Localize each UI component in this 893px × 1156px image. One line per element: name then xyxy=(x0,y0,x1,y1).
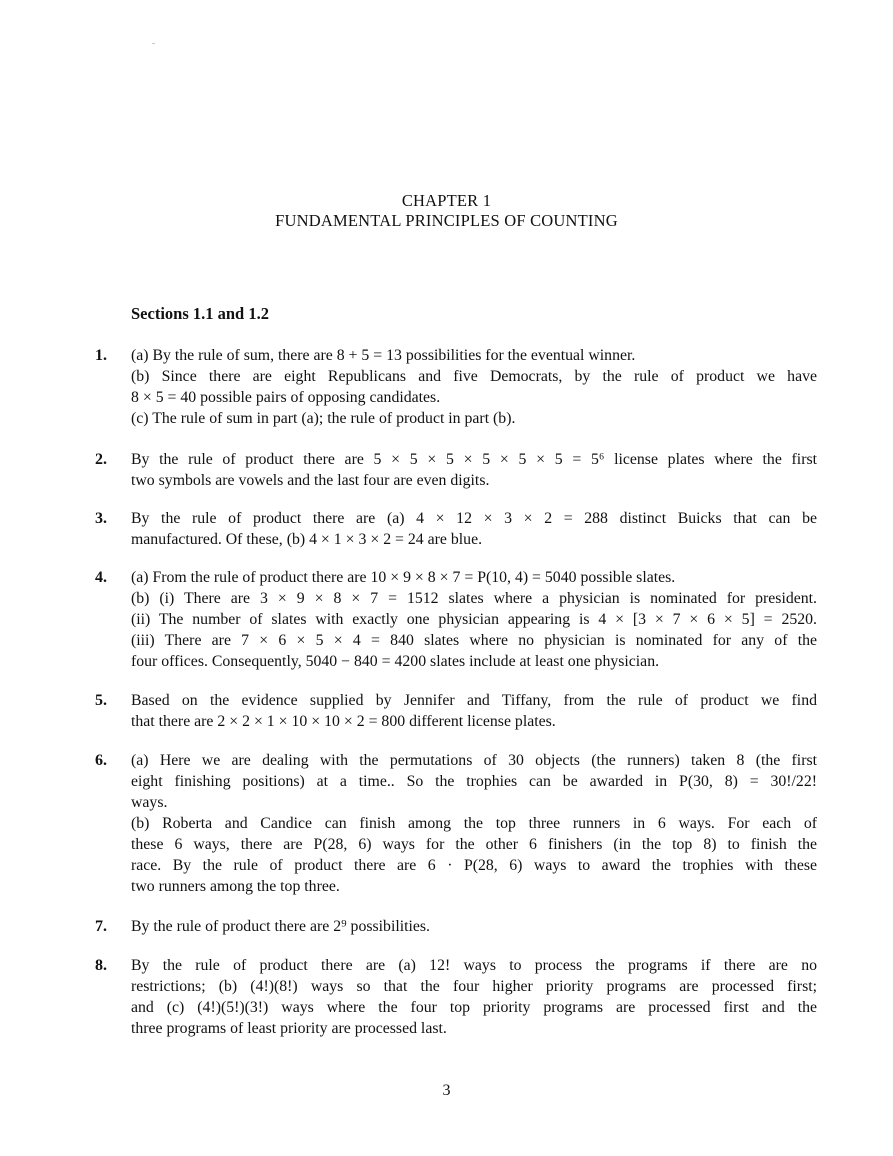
scan-speck xyxy=(152,43,155,44)
problem-line: race. By the rule of product there are 6 · P(28, 6) ways to award the trophies with these xyxy=(131,857,817,874)
problem-line: three programs of least priority are processed last. xyxy=(131,1020,447,1037)
problem-line: (b) Roberta and Candice can finish among the top three runners in 6 ways. For each of xyxy=(131,815,817,832)
problem-line: manufactured. Of these, (b) 4 × 1 × 3 × 2 = 24 are blue. xyxy=(131,531,483,548)
problem-text xyxy=(131,508,817,550)
problem-number: 8. xyxy=(95,957,107,974)
problem-line: ways. xyxy=(131,794,168,811)
problem-line: Based on the evidence supplied by Jennifer and Tiffany, from the rule of product we find xyxy=(131,692,817,709)
problem-line: (b) Since there are eight Republicans and five Democrats, by the rule of product we have xyxy=(131,368,817,385)
problem-number: 7. xyxy=(95,918,107,935)
problem-number: 1. xyxy=(95,347,107,364)
problem-line: that there are 2 × 2 × 1 × 10 × 10 × 2 = 800 different license plates. xyxy=(131,713,556,730)
problem-line: By the rule of product there are (a) 4 × 12 × 3 × 2 = 288 distinct Buicks that can be xyxy=(131,510,817,527)
problem-number: 4. xyxy=(95,569,107,586)
problem-line: and (c) (4!)(5!)(3!) ways where the four top priority programs are processed first and the xyxy=(131,999,817,1016)
chapter-title: FUNDAMENTAL PRINCIPLES OF COUNTING xyxy=(275,211,618,230)
problem-line: By the rule of product there are 2⁹ possibilities. xyxy=(131,918,430,935)
problem-text xyxy=(131,567,817,672)
problem-line: (ii) The number of slates with exactly one physician appearing is 4 × [3 × 7 × 6 × 5] = 2520. xyxy=(131,611,817,628)
problem-number: 5. xyxy=(95,692,107,709)
problem-line: four offices. Consequently, 5040 − 840 = 4200 slates include at least one physician. xyxy=(131,653,660,670)
problem-5 xyxy=(95,690,817,732)
problem-line: two symbols are vowels and the last four are even digits. xyxy=(131,472,490,489)
problem-line: By the rule of product there are (a) 12! ways to process the programs if there are no xyxy=(131,957,817,974)
problem-2 xyxy=(95,449,817,491)
problem-line: (b) (i) There are 3 × 9 × 8 × 7 = 1512 slates where a physician is nominated for president. xyxy=(131,590,817,607)
problem-text xyxy=(131,955,817,1039)
problem-number: 3. xyxy=(95,510,107,527)
problem-text xyxy=(131,916,817,937)
problem-line: By the rule of product there are 5 × 5 × 5 × 5 × 5 × 5 = 5⁶ license plates where the first xyxy=(131,451,817,468)
problem-4 xyxy=(95,567,817,672)
problem-3 xyxy=(95,508,817,550)
problem-line: restrictions; (b) (4!)(8!) ways so that the four higher priority programs are processed first; xyxy=(131,978,817,995)
page-number: 3 xyxy=(442,1082,451,1099)
chapter-number: CHAPTER 1 xyxy=(401,191,492,210)
problem-line: (c) The rule of sum in part (a); the rule of product in part (b). xyxy=(131,410,516,427)
problem-7 xyxy=(95,916,817,937)
problem-text xyxy=(131,750,817,897)
problem-line: (a) By the rule of sum, there are 8 + 5 = 13 possibilities for the eventual winner. xyxy=(131,347,636,364)
section-heading: Sections 1.1 and 1.2 xyxy=(131,304,269,323)
problem-text xyxy=(131,345,817,429)
problem-text xyxy=(131,449,817,491)
problem-line: (iii) There are 7 × 6 × 5 × 4 = 840 slates where no physician is nominated for any of the xyxy=(131,632,817,649)
problem-1 xyxy=(95,345,817,429)
problem-line: 8 × 5 = 40 possible pairs of opposing candidates. xyxy=(131,389,441,406)
problem-line: these 6 ways, there are P(28, 6) ways for the other 6 finishers (in the top 8) to finish the xyxy=(131,836,817,853)
problem-6 xyxy=(95,750,817,897)
problem-number: 6. xyxy=(95,752,107,769)
problem-line: eight finishing positions) at a time.. So the trophies can be awarded in P(30, 8) = 30!/22! xyxy=(131,773,817,790)
problem-text xyxy=(131,690,817,732)
problem-line: (a) Here we are dealing with the permutations of 30 objects (the runners) taken 8 (the first xyxy=(131,752,817,769)
problem-number: 2. xyxy=(95,451,107,468)
problem-8 xyxy=(95,955,817,1039)
problem-line: two runners among the top three. xyxy=(131,878,340,895)
problem-line: (a) From the rule of product there are 10 × 9 × 8 × 7 = P(10, 4) = 5040 possible slates. xyxy=(131,569,676,586)
